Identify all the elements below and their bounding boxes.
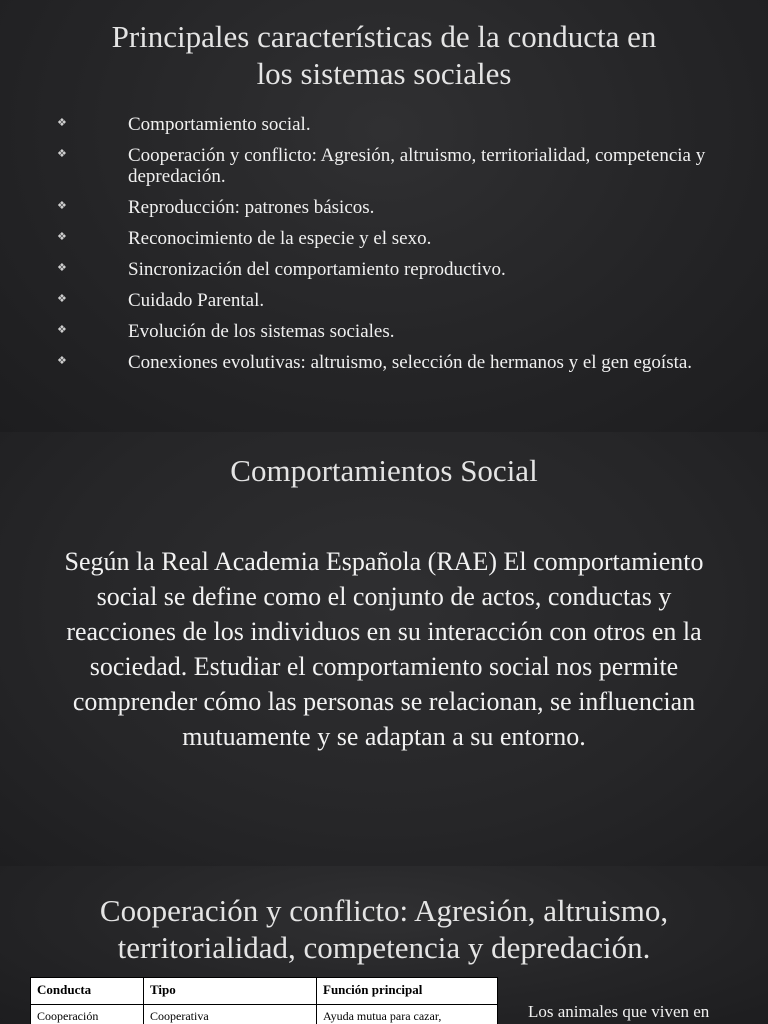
list-item	[0, 259, 768, 280]
diamond-bullet-icon: ❖	[57, 117, 67, 129]
list-item-text: Conexiones evolutivas: altruismo, selección de hermanos y el gen egoísta.	[128, 352, 693, 373]
list-item	[0, 352, 768, 373]
slide3-title-line1: Cooperación y conflicto: Agresión, altruismo,	[99, 893, 669, 928]
diamond-bullet-icon: ❖	[57, 355, 67, 367]
table-header-cell: Conducta	[31, 978, 144, 1005]
diamond-bullet-icon: ❖	[57, 324, 67, 336]
list-item	[0, 290, 768, 311]
table-cell: Cooperación	[31, 1005, 144, 1024]
list-item	[0, 197, 768, 218]
list-item-text: Cooperación y conflicto: Agresión, altruismo, territorialidad, competencia y depredación.	[128, 145, 706, 187]
list-item	[0, 321, 768, 342]
slide3-title-line2: territorialidad, competencia y depredación.	[117, 930, 651, 965]
diamond-bullet-icon: ❖	[57, 262, 67, 274]
slide-principales-caracteristicas	[0, 0, 768, 432]
diamond-bullet-icon: ❖	[57, 293, 67, 305]
slide1-title-line2: los sistemas sociales	[256, 56, 512, 91]
slide-cooperacion-conflicto	[0, 866, 768, 1024]
table-header-cell: Función principal	[317, 978, 498, 1005]
list-item-text: Reconocimiento de la especie y el sexo.	[128, 228, 432, 249]
slide3-side-text: Los animales que viven en	[528, 1002, 710, 1021]
list-item-text: Comportamiento social.	[128, 114, 311, 135]
list-item	[0, 114, 768, 135]
list-item	[0, 228, 768, 249]
table-row	[31, 1005, 498, 1024]
slide3-title	[0, 892, 768, 966]
table-header-row	[31, 978, 498, 1005]
table-cell: Ayuda mutua para cazar,	[317, 1005, 498, 1024]
characteristics-list	[0, 114, 768, 383]
diamond-bullet-icon: ❖	[57, 231, 67, 243]
slide1-title-line1: Principales características de la conducta en	[111, 19, 657, 54]
list-item	[0, 145, 768, 187]
slide2-title: Comportamientos Social	[230, 453, 538, 488]
table-cell: Cooperativa	[144, 1005, 317, 1024]
slide1-title	[0, 18, 768, 92]
list-item-text: Cuidado Parental.	[128, 290, 265, 311]
slide2-body-text: Según la Real Academia Española (RAE) El comportamiento social se define como el conjunto de actos, conductas y reacciones de los individuos en su interacción con otros en la sociedad. Estudiar el comportamiento social nos permite comprender cómo las personas se relacionan, se influencian mutuamente y se adaptan a su entorno.	[64, 547, 704, 751]
list-item-text: Reproducción: patrones básicos.	[128, 197, 375, 218]
behavior-table	[30, 977, 498, 1024]
diamond-bullet-icon: ❖	[57, 148, 67, 160]
list-item-text: Evolución de los sistemas sociales.	[128, 321, 395, 342]
table-header-cell: Tipo	[144, 978, 317, 1005]
list-item-text: Sincronización del comportamiento reproductivo.	[128, 259, 506, 280]
slide-comportamientos-social	[0, 432, 768, 866]
diamond-bullet-icon: ❖	[57, 200, 67, 212]
